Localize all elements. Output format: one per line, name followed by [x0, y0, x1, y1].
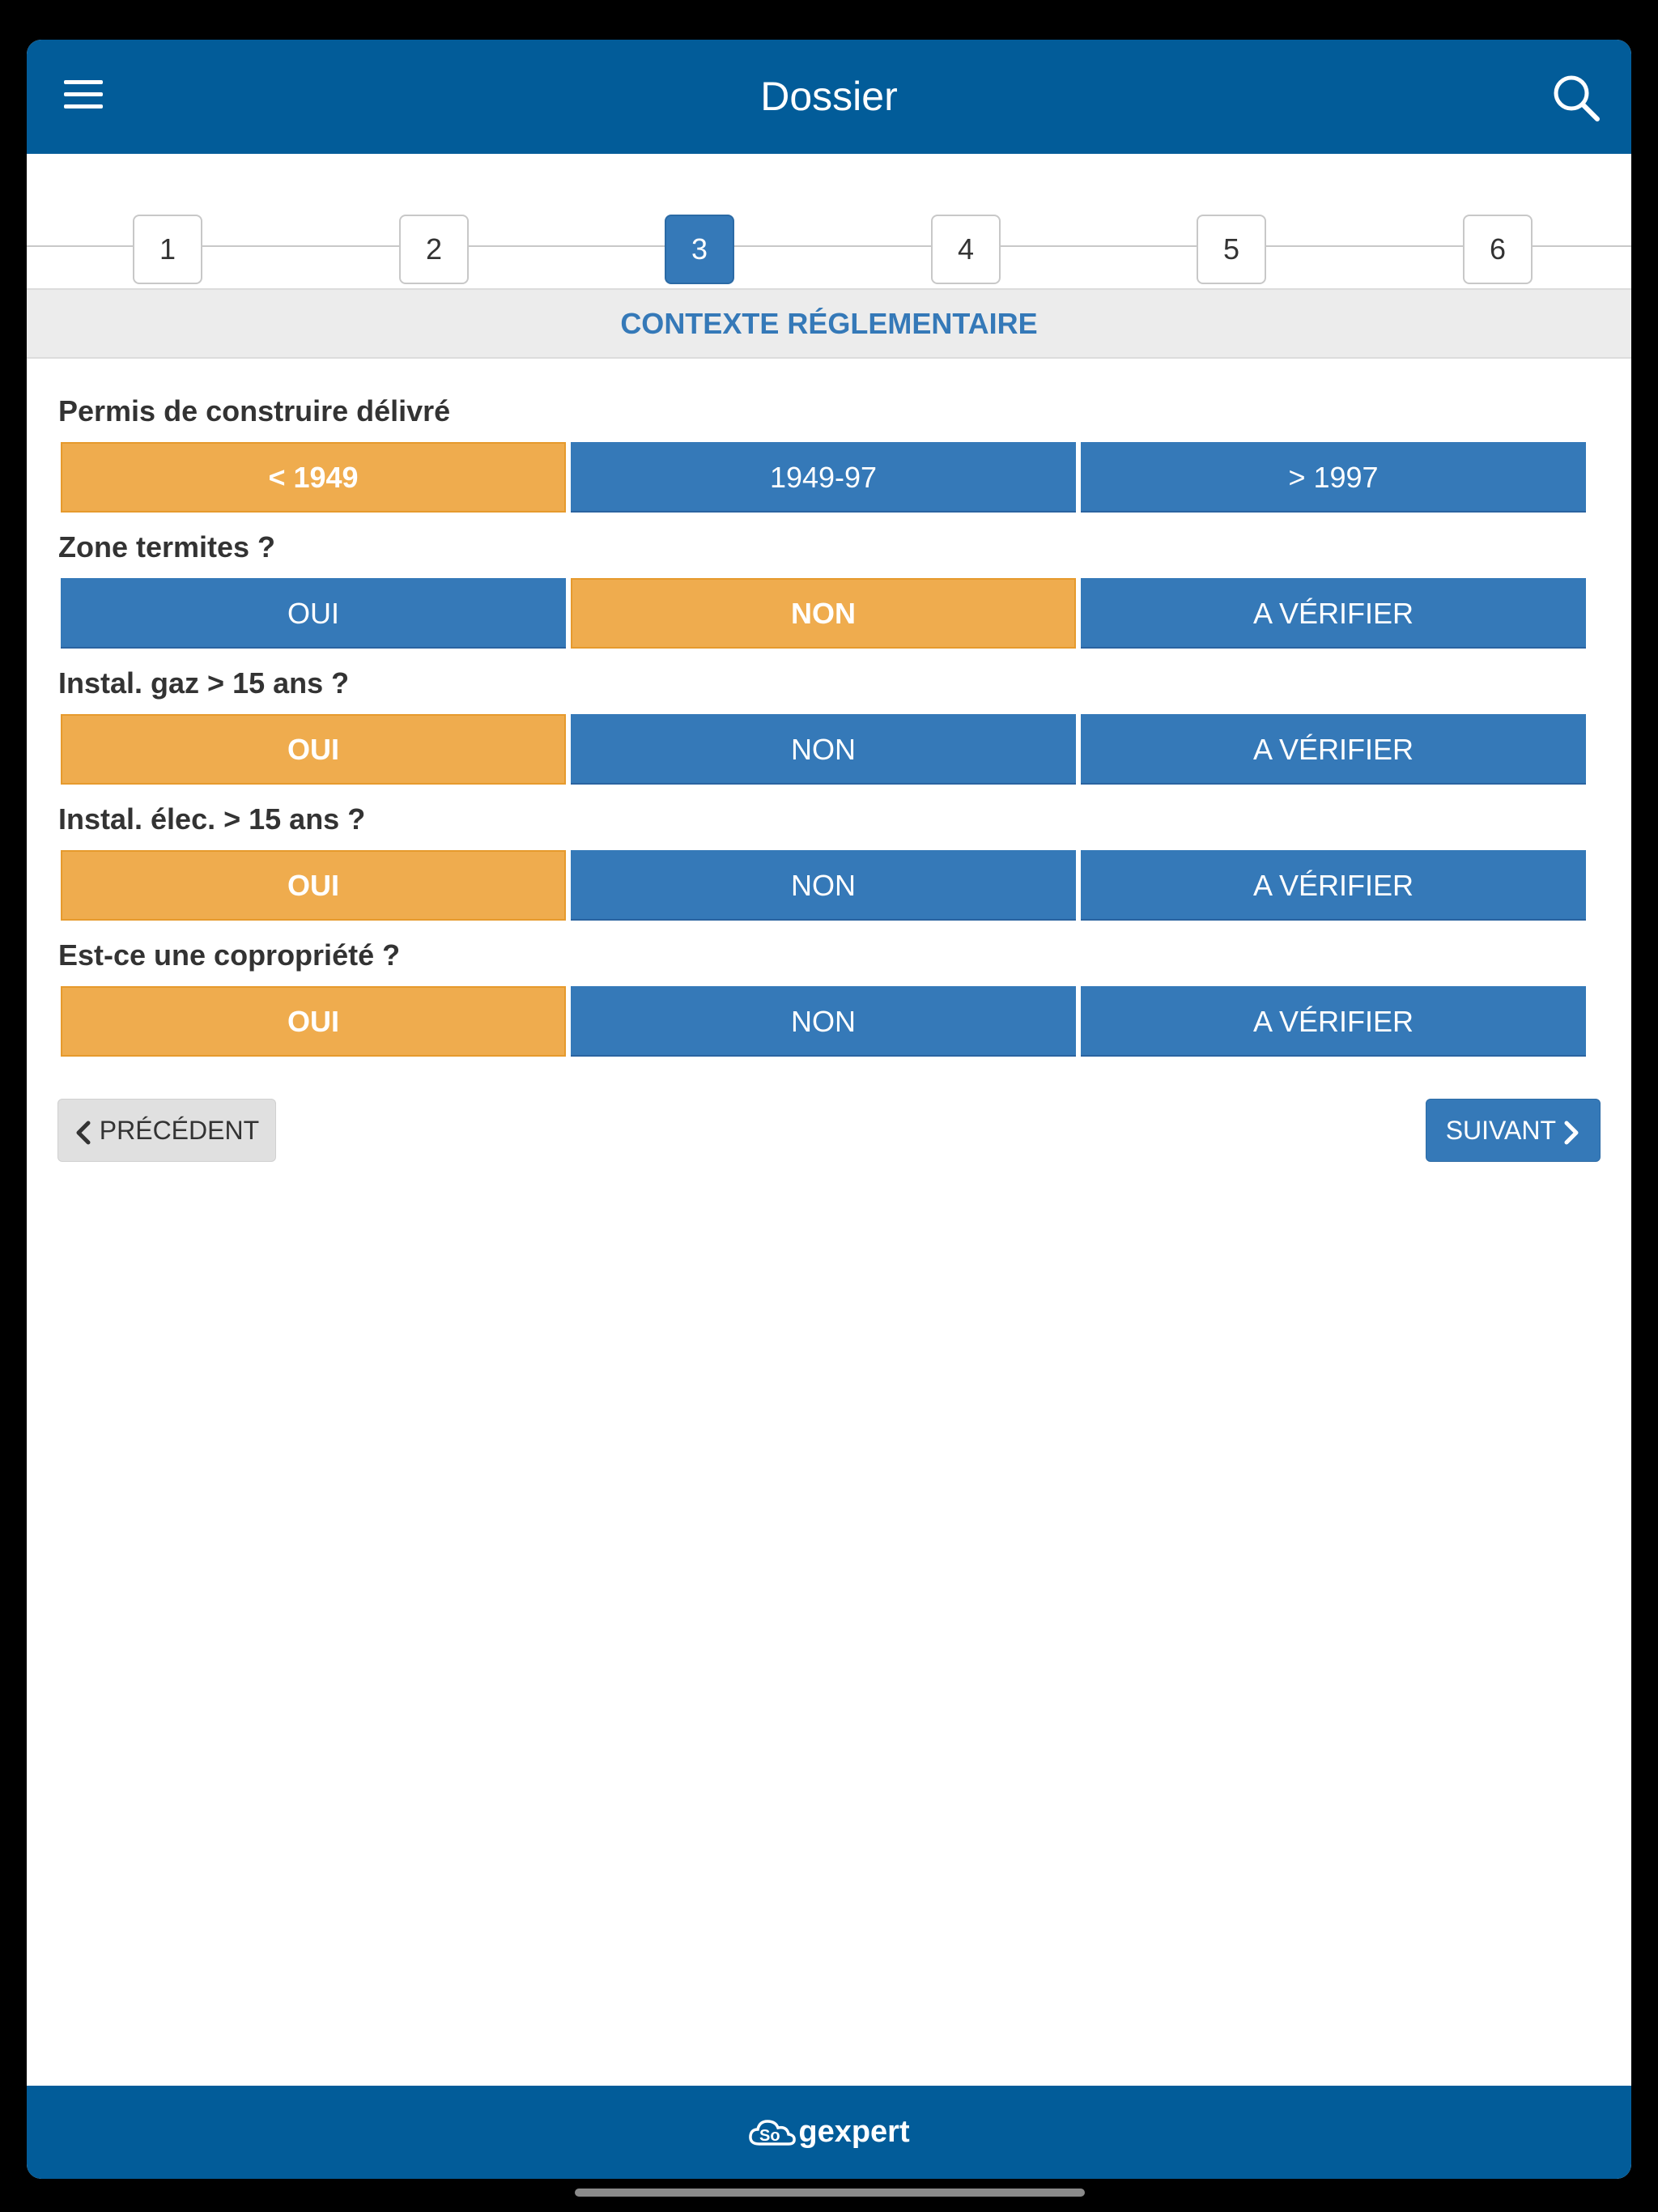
question-label-copropriete: Est-ce une copropriété ?	[58, 938, 401, 972]
option-gaz-a-verifier[interactable]: A VÉRIFIER	[1081, 714, 1586, 785]
question-label-elec: Instal. élec. > 15 ans ?	[58, 802, 366, 836]
option-permis-after-1997[interactable]: > 1997	[1081, 442, 1586, 513]
next-button-label: SUIVANT	[1445, 1116, 1556, 1145]
step-2[interactable]: 2	[399, 215, 469, 284]
option-termites-non[interactable]: NON	[571, 578, 1076, 649]
brand-prefix: So	[759, 2126, 780, 2145]
option-elec-a-verifier[interactable]: A VÉRIFIER	[1081, 850, 1586, 921]
previous-button-label: PRÉCÉDENT	[99, 1116, 260, 1145]
app-screen	[27, 40, 1631, 2179]
question-label-permis: Permis de construire délivré	[58, 394, 451, 428]
option-elec-oui[interactable]: OUI	[61, 850, 566, 921]
brand-name: gexpert	[798, 2115, 910, 2149]
option-gaz-non[interactable]: NON	[571, 714, 1076, 785]
step-3[interactable]: 3	[665, 215, 734, 284]
chevron-right-icon	[1562, 1121, 1580, 1145]
page-title: Dossier	[760, 74, 898, 119]
stepper-connector-line	[27, 245, 1631, 247]
question-label-gaz: Instal. gaz > 15 ans ?	[58, 666, 350, 700]
step-6[interactable]: 6	[1463, 215, 1533, 284]
option-copropriete-non[interactable]: NON	[571, 986, 1076, 1057]
brand-logo	[27, 2086, 1631, 2179]
option-gaz-oui[interactable]: OUI	[61, 714, 566, 785]
option-permis-1949-97[interactable]: 1949-97	[571, 442, 1076, 513]
cloud-logo-icon	[748, 2116, 797, 2149]
home-indicator[interactable]	[575, 2189, 1085, 2197]
step-4[interactable]: 4	[931, 215, 1001, 284]
search-icon[interactable]	[1550, 72, 1602, 124]
option-elec-non[interactable]: NON	[571, 850, 1076, 921]
section-title: CONTEXTE RÉGLEMENTAIRE	[620, 307, 1038, 340]
step-5[interactable]: 5	[1197, 215, 1266, 284]
previous-button[interactable]	[57, 1099, 276, 1162]
app-footer	[27, 2086, 1631, 2179]
chevron-left-icon	[74, 1121, 92, 1145]
question-label-termites: Zone termites ?	[58, 530, 276, 564]
next-button[interactable]	[1426, 1099, 1601, 1162]
option-copropriete-a-verifier[interactable]: A VÉRIFIER	[1081, 986, 1586, 1057]
option-termites-oui[interactable]: OUI	[61, 578, 566, 649]
step-1[interactable]: 1	[133, 215, 202, 284]
option-permis-before-1949[interactable]: < 1949	[61, 442, 566, 513]
option-copropriete-oui[interactable]: OUI	[61, 986, 566, 1057]
section-header	[27, 288, 1631, 359]
option-termites-a-verifier[interactable]: A VÉRIFIER	[1081, 578, 1586, 649]
app-header	[27, 40, 1631, 154]
